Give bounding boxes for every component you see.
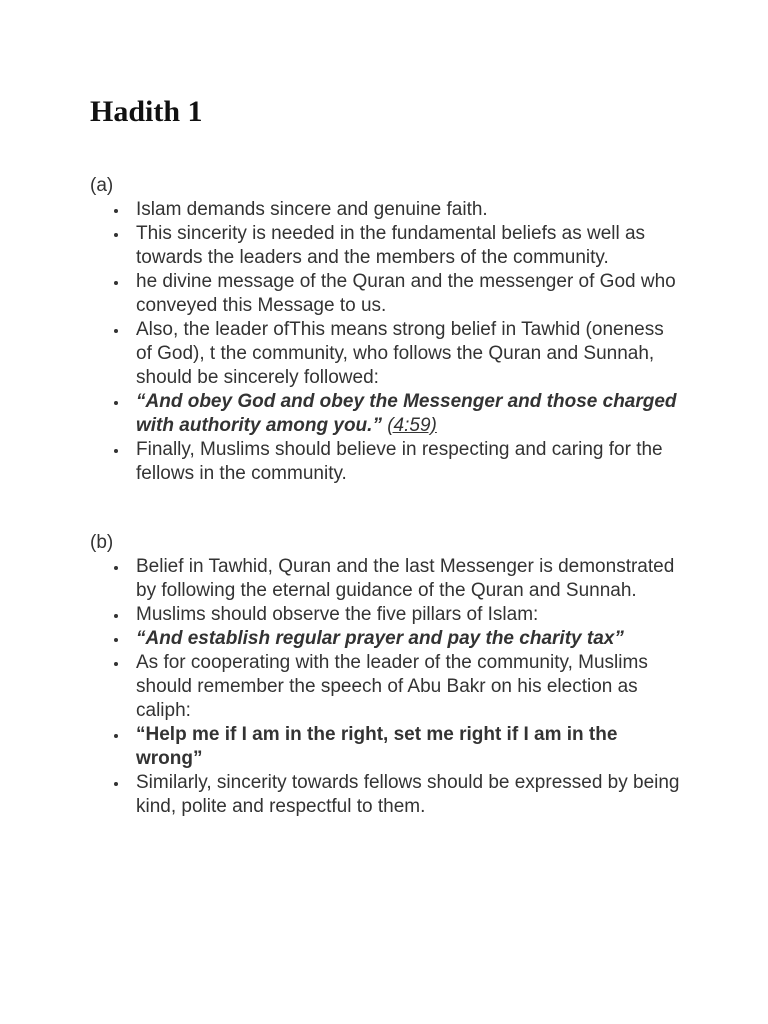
page-title: Hadith 1 [90,95,203,128]
list-item: he divine message of the Quran and the messenger of God who conveyed this Message to us. [136,270,681,318]
section-b-label: (b) [90,532,114,553]
list-item: This sincerity is needed in the fundamental beliefs as well as towards the leaders and the members of the community. [136,222,681,270]
list-item: Belief in Tawhid, Quran and the last Messenger is demonstrated by following the eternal guidance of the Quran and Sunnah. [136,555,681,603]
list-item: Similarly, sincerity towards fellows should be expressed by being kind, polite and respectful to them. [136,772,680,817]
list-item: As for cooperating with the leader of the community, Muslims should remember the speech of Abu Bakr on his election as caliph: [136,651,681,723]
quote-list-item [136,390,681,438]
list-item: Also, the leader ofThis means strong belief in Tawhid (oneness of God), t the community, who follows the Quran and Sunnah, should be sincerely followed: [136,318,681,390]
quran-quote: “And obey God and obey the Messenger and those charged with authority among you.” [136,391,677,436]
quran-quote: “And establish regular prayer and pay the charity tax” [136,628,624,649]
section-a-label: (a) [90,175,114,196]
abu-bakr-quote: “Help me if I am in the right, set me right if I am in the wrong” [136,724,618,769]
quote-list-item [136,723,681,771]
list-item: Islam demands sincere and genuine faith. [136,198,681,222]
list-item: Muslims should observe the five pillars of Islam: [136,603,681,627]
list-item: Finally, Muslims should believe in respecting and caring for the fellows in the community. [136,438,681,486]
quote-list-item [136,627,681,651]
quran-reference-link[interactable]: (4:59) [387,415,437,436]
section-a-list [136,198,681,486]
section-b-list [136,555,681,819]
